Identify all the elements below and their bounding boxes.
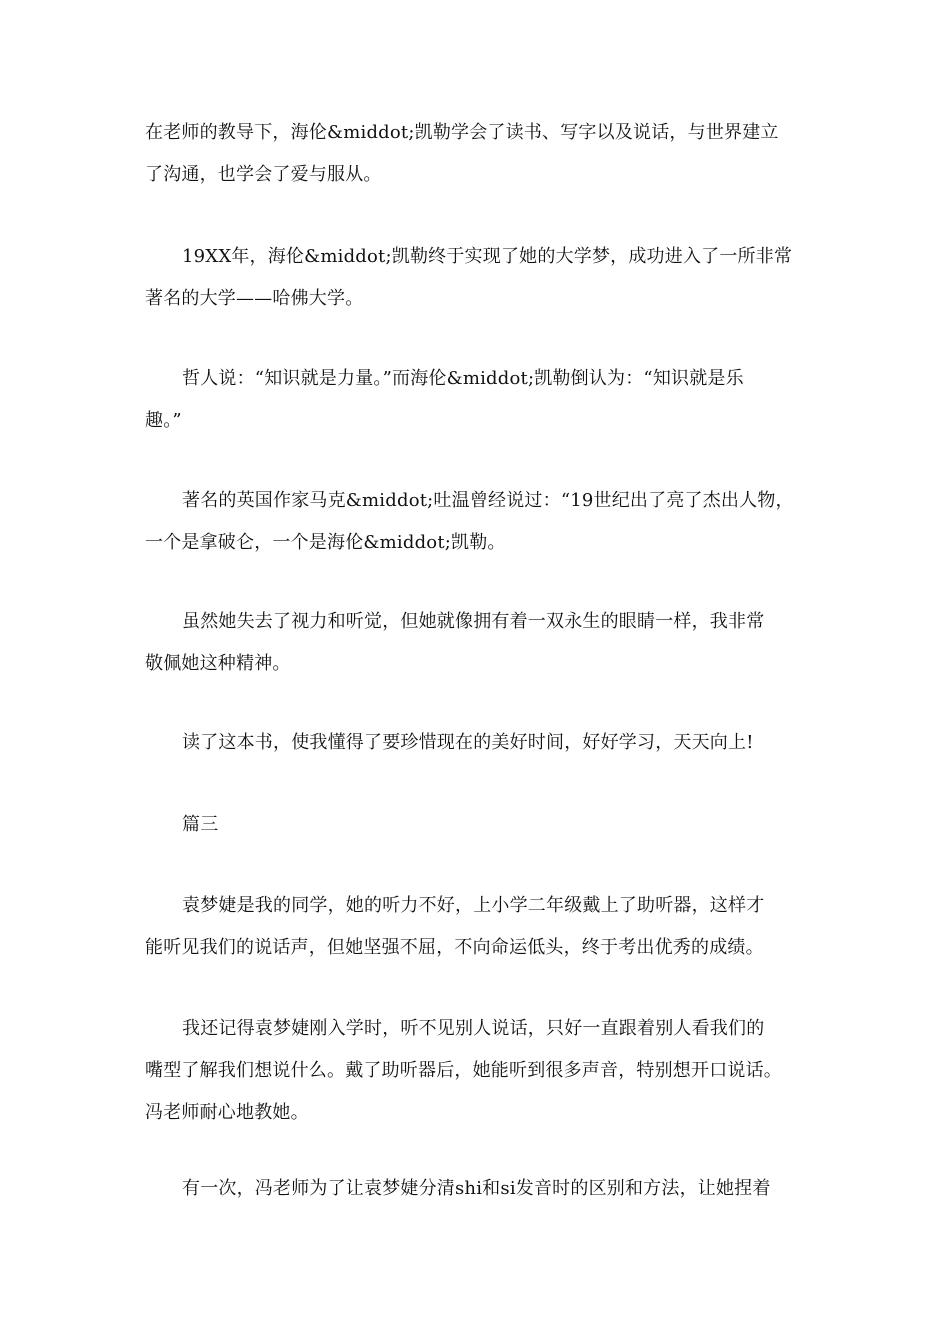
paragraph — [145, 1168, 810, 1210]
text-line: 在老师的教导下，海伦&middot;凯勒学会了读书、写字以及说话，与世界建立 — [145, 122, 779, 143]
text-line: 冯老师耐心地教她。 — [145, 1102, 309, 1123]
text-line: 著名的大学——哈佛大学。 — [145, 288, 364, 309]
paragraph — [145, 358, 810, 442]
text-line: 篇三 — [182, 814, 219, 835]
section-heading — [145, 804, 810, 846]
text-line: 能听见我们的说话声，但她坚强不屈，不向命运低头，终于考出优秀的成绩。 — [145, 937, 764, 958]
paragraph — [145, 236, 810, 320]
text-line: 趣。” — [145, 410, 182, 431]
paragraph — [145, 601, 810, 685]
text-line: 哲人说：“知识就是力量。”而海伦&middot;凯勒倒认为：“知识就是乐 — [182, 368, 744, 389]
text-line: 读了这本书，使我懂得了要珍惜现在的美好时间，好好学习，天天向上! — [182, 732, 754, 753]
text-line: 一个是拿破仑，一个是海伦&middot;凯勒。 — [145, 532, 506, 553]
text-line: 敬佩她这种精神。 — [145, 653, 291, 674]
text-line: 了沟通，也学会了爱与服从。 — [145, 164, 382, 185]
paragraph — [145, 112, 810, 196]
paragraph — [145, 1008, 810, 1134]
text-line: 我还记得袁梦婕刚入学时，听不见别人说话，只好一直跟着别人看我们的 — [182, 1018, 765, 1039]
text-line: 著名的英国作家马克&middot;吐温曾经说过：“19世纪出了亮了杰出人物， — [182, 490, 794, 511]
text-line: 19XX年，海伦&middot;凯勒终于实现了她的大学梦，成功进入了一所非常 — [182, 246, 793, 267]
text-line: 有一次，冯老师为了让袁梦婕分清shi和si发音时的区别和方法，让她捏着 — [182, 1178, 771, 1199]
text-line: 袁梦婕是我的同学，她的听力不好，上小学二年级戴上了助听器，这样才 — [182, 895, 765, 916]
paragraph — [145, 480, 810, 564]
text-line: 嘴型了解我们想说什么。戴了助听器后，她能听到很多声音，特别想开口说话。 — [145, 1060, 782, 1081]
paragraph — [145, 722, 810, 764]
paragraph — [145, 885, 810, 969]
text-line: 虽然她失去了视力和听觉，但她就像拥有着一双永生的眼睛一样，我非常 — [182, 611, 765, 632]
